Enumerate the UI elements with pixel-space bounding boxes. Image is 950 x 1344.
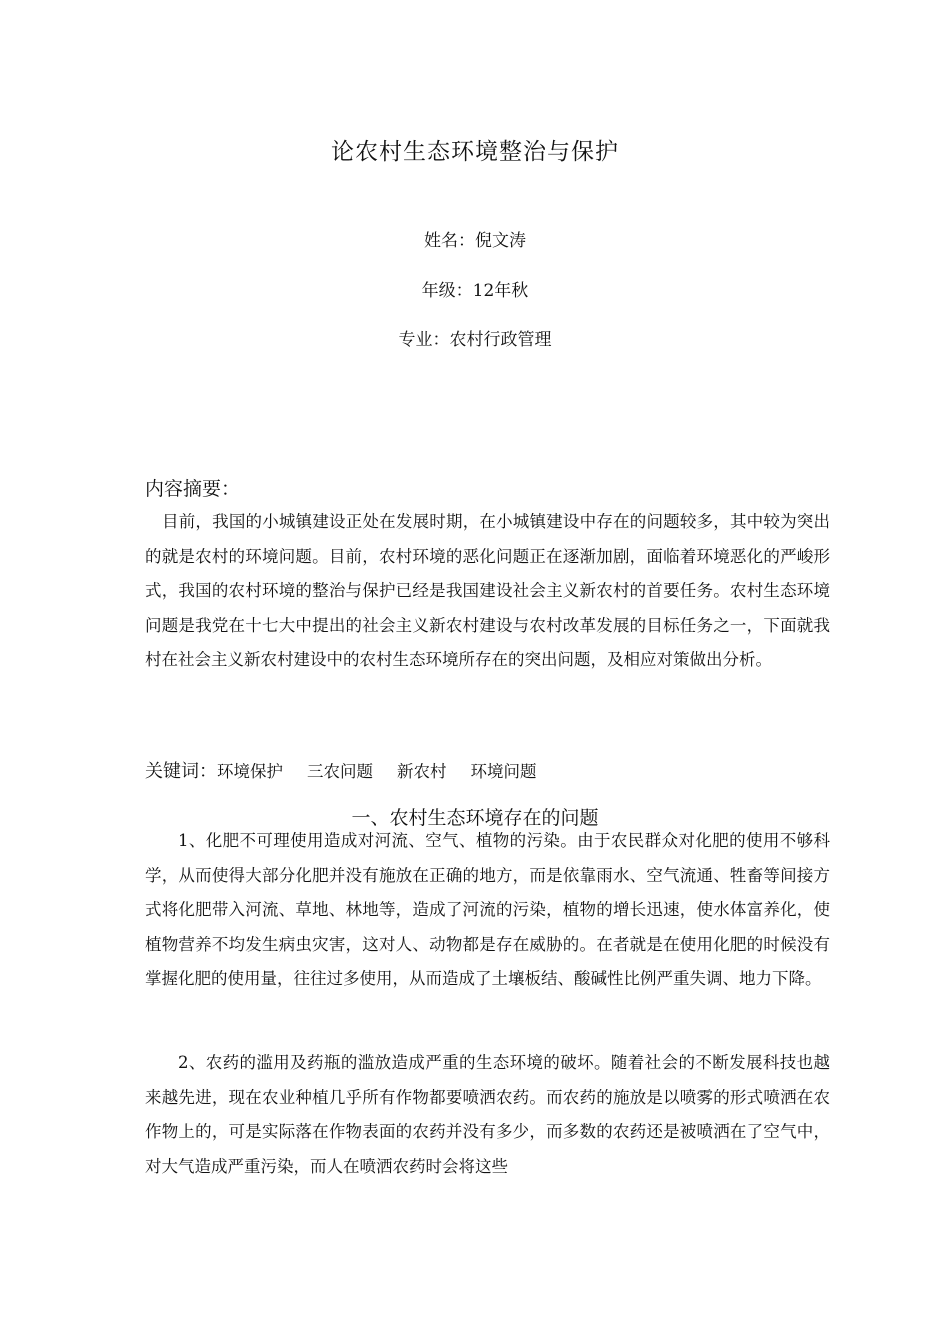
author-major: 专业：农村行政管理 bbox=[398, 330, 552, 350]
abstract-heading: 内容摘要： bbox=[145, 478, 241, 500]
keyword-item: 环境保护 bbox=[217, 762, 283, 781]
keyword-item: 环境问题 bbox=[470, 762, 537, 781]
keywords-row bbox=[145, 757, 561, 783]
keyword-item: 新农村 bbox=[397, 762, 447, 781]
abstract-paragraph: 目前，我国的小城镇建设正处在发展时期，在小城镇建设中存在的问题较多，其中较为突出的就是农村的环境问题。目前，农村环境的恶化问题正在逐渐加剧，面临着环境恶化的严峻形式，我国的农村环境的整治与保护已经是我国建设社会主义新农村的首要任务。农村生态环境问题是我党在十七大中提出的社会主义新农村建设与农村改革发展的目标任务之一，下面就我村在社会主义新农村建设中的农村生态环境所存在的突出问题，及相应对策做出分析。 bbox=[145, 512, 830, 669]
keywords-label: 关键词： bbox=[145, 761, 217, 782]
author-name: 姓名：倪文涛 bbox=[424, 231, 526, 251]
keyword-item: 三农问题 bbox=[307, 762, 373, 781]
document-title: 论农村生态环境整治与保护 bbox=[331, 139, 619, 165]
section-paragraph-1: 1、化肥不可理使用造成对河流、空气、植物的污染。由于农民群众对化肥的使用不够科学，从而使得大部分化肥并没有施放在正确的地方，而是依靠雨水、空气流通、牲畜等间接方式将化肥带入河流、草地、林地等，造成了河流的污染，植物的增长迅速，使水体富养化，使植物营养不均发生病虫灾害，这对人、动物都是存在威胁的。在者就是在使用化肥的时候没有掌握化肥的使用量，往往过多使用，从而造成了土壤板结、酸碱性比例严重失调、地力下降。 bbox=[145, 831, 830, 988]
section-paragraph-2: 2、农药的滥用及药瓶的滥放造成严重的生态环境的破坏。随着社会的不断发展科技也越来越先进，现在农业种植几乎所有作物都要喷洒农药。而农药的施放是以喷雾的形式喷洒在农作物上的，可是实际落在作物表面的农药并没有多少，而多数的农药还是被喷洒在了空气中，对大气造成严重污染，而人在喷洒农药时会将这些 bbox=[145, 1053, 830, 1176]
section-heading: 一、农村生态环境存在的问题 bbox=[351, 807, 599, 829]
author-grade: 年级：12年秋 bbox=[421, 281, 529, 301]
